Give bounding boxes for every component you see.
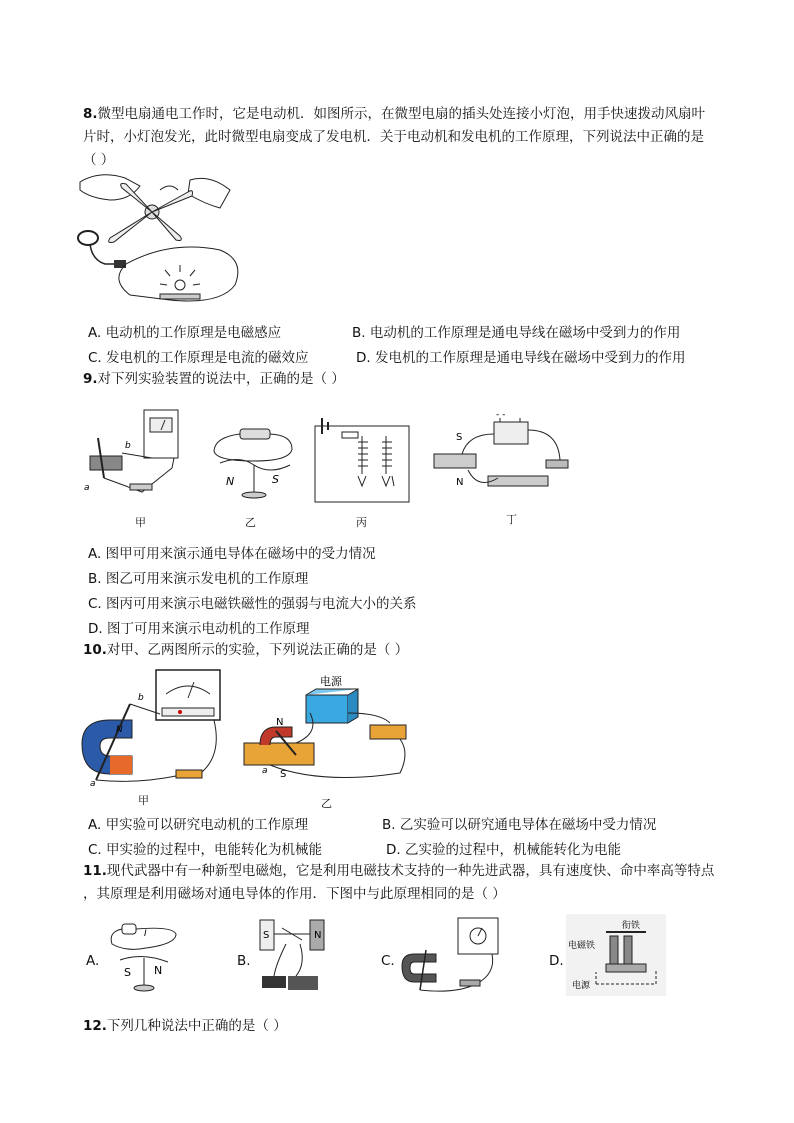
q8-line1: 8.微型电扇通电工作时，它是电动机．如图所示，在微型电扇的插头处连接小灯泡，用手快速拨动风扇叶 (83, 106, 706, 122)
svg-text:- -: - - (496, 410, 506, 420)
q12-number: 12. (83, 1018, 107, 1034)
q10-figure-yi (240, 673, 420, 788)
q11-figure-d[interactable] (566, 914, 666, 996)
q11-d-label-electromagnet: 电磁铁 (568, 941, 596, 951)
q11-a-label-n: N (154, 964, 163, 977)
q8-option-a[interactable]: A. 电动机的工作原理是电磁感应 (88, 325, 282, 341)
q10-yi-label-s: S (280, 769, 287, 780)
q10-yi-label-a: a (262, 766, 268, 776)
q10-jia-label-b: b (138, 693, 144, 703)
q9-option-b[interactable]: B. 图乙可用来演示发电机的工作原理 (88, 571, 309, 587)
q10-option-b[interactable]: B. 乙实验可以研究通电导体在磁场中受力情况 (382, 817, 657, 833)
q8-number: 8. (83, 106, 98, 122)
q9-caption-jia: 甲 (135, 516, 146, 529)
q9-number: 9. (83, 371, 98, 387)
q9-figure-ding (428, 410, 578, 500)
q9-jia-label-b: b (125, 441, 131, 451)
q10-yi-label-power: 电源 (320, 675, 342, 688)
q9-option-c[interactable]: C. 图丙可用来演示电磁铁磁性的强弱与电流大小的关系 (88, 596, 417, 612)
q10-yi-label-n: N (276, 717, 284, 728)
q9-yi-label-s: S (272, 473, 279, 486)
q9-yi-label-n: N (226, 475, 235, 488)
q11-d-label-iron: 衔铁 (622, 921, 641, 931)
q9-figure-jia (82, 408, 182, 503)
q10-caption-jia: 甲 (138, 794, 149, 807)
q11-b-label-n: N (314, 930, 322, 941)
q11-option-b-label[interactable]: B. (237, 953, 251, 969)
q9-caption-yi: 乙 (245, 516, 256, 529)
q8-option-b[interactable]: B. 电动机的工作原理是通电导线在磁场中受到力的作用 (352, 325, 681, 341)
q9-stem: 9.对下列实验装置的说法中，正确的是（ ） (83, 371, 345, 387)
q10-jia-label-n: N (116, 725, 123, 735)
q11-option-c-label[interactable]: C. (381, 953, 395, 969)
q10-option-c[interactable]: C. 甲实验的过程中，电能转化为机械能 (88, 842, 323, 858)
q12-stem: 12.下列几种说法中正确的是（ ） (83, 1018, 287, 1034)
q11-option-d-label[interactable]: D. (549, 953, 564, 969)
q9-ding-label-s: S (456, 432, 463, 443)
q11-a-label-i: I (144, 929, 147, 939)
q9-caption-bing: 丙 (356, 516, 367, 529)
q8-option-c[interactable]: C. 发电机的工作原理是电流的磁效应 (88, 350, 309, 366)
q10-number: 10. (83, 642, 107, 658)
q11-option-a-label[interactable]: A. (86, 953, 100, 969)
q9-ding-label-n: N (456, 477, 464, 488)
q11-figure-c[interactable] (396, 914, 506, 999)
q8-option-d[interactable]: D. 发电机的工作原理是通电导线在磁场中受到力的作用 (356, 350, 686, 366)
q9-figure-yi (210, 425, 300, 505)
q10-caption-yi: 乙 (321, 797, 332, 810)
q11-d-label-power: 电源 (572, 981, 591, 991)
q10-jia-label-a: a (90, 779, 96, 789)
q10-figure-jia (76, 664, 226, 789)
q9-caption-ding: 丁 (506, 513, 517, 526)
q11-line2: ，其原理是利用磁场对通电导体的作用．下图中与此原理相同的是（ ） (83, 886, 506, 902)
q11-line1: 11.现代武器中有一种新型电磁炮，它是利用电磁技术支持的一种先进武器，具有速度快、命中率高等特点 (83, 863, 715, 879)
q11-number: 11. (83, 863, 107, 879)
q8-figure-fan (70, 160, 245, 310)
q11-figure-b[interactable] (256, 914, 336, 994)
q9-option-a[interactable]: A. 图甲可用来演示通电导体在磁场中的受力情况 (88, 546, 376, 562)
q11-a-label-s: S (124, 966, 131, 979)
q11-b-label-s: S (263, 930, 270, 941)
q9-option-d[interactable]: D. 图丁可用来演示电动机的工作原理 (88, 621, 310, 637)
q9-figure-bing (312, 414, 412, 506)
q10-option-a[interactable]: A. 甲实验可以研究电动机的工作原理 (88, 817, 309, 833)
q9-jia-label-a: a (84, 483, 90, 493)
q11-figure-a[interactable] (106, 918, 186, 993)
q10-option-d[interactable]: D. 乙实验的过程中，机械能转化为电能 (386, 842, 621, 858)
q8-line2: 片时，小灯泡发光，此时微型电扇变成了发电机．关于电动机和发电机的工作原理，下列说法中正确的是 (83, 129, 704, 145)
q8-line3: （ ） (83, 152, 115, 168)
q10-stem: 10.对甲、乙两图所示的实验，下列说法正确的是（ ） (83, 642, 409, 658)
